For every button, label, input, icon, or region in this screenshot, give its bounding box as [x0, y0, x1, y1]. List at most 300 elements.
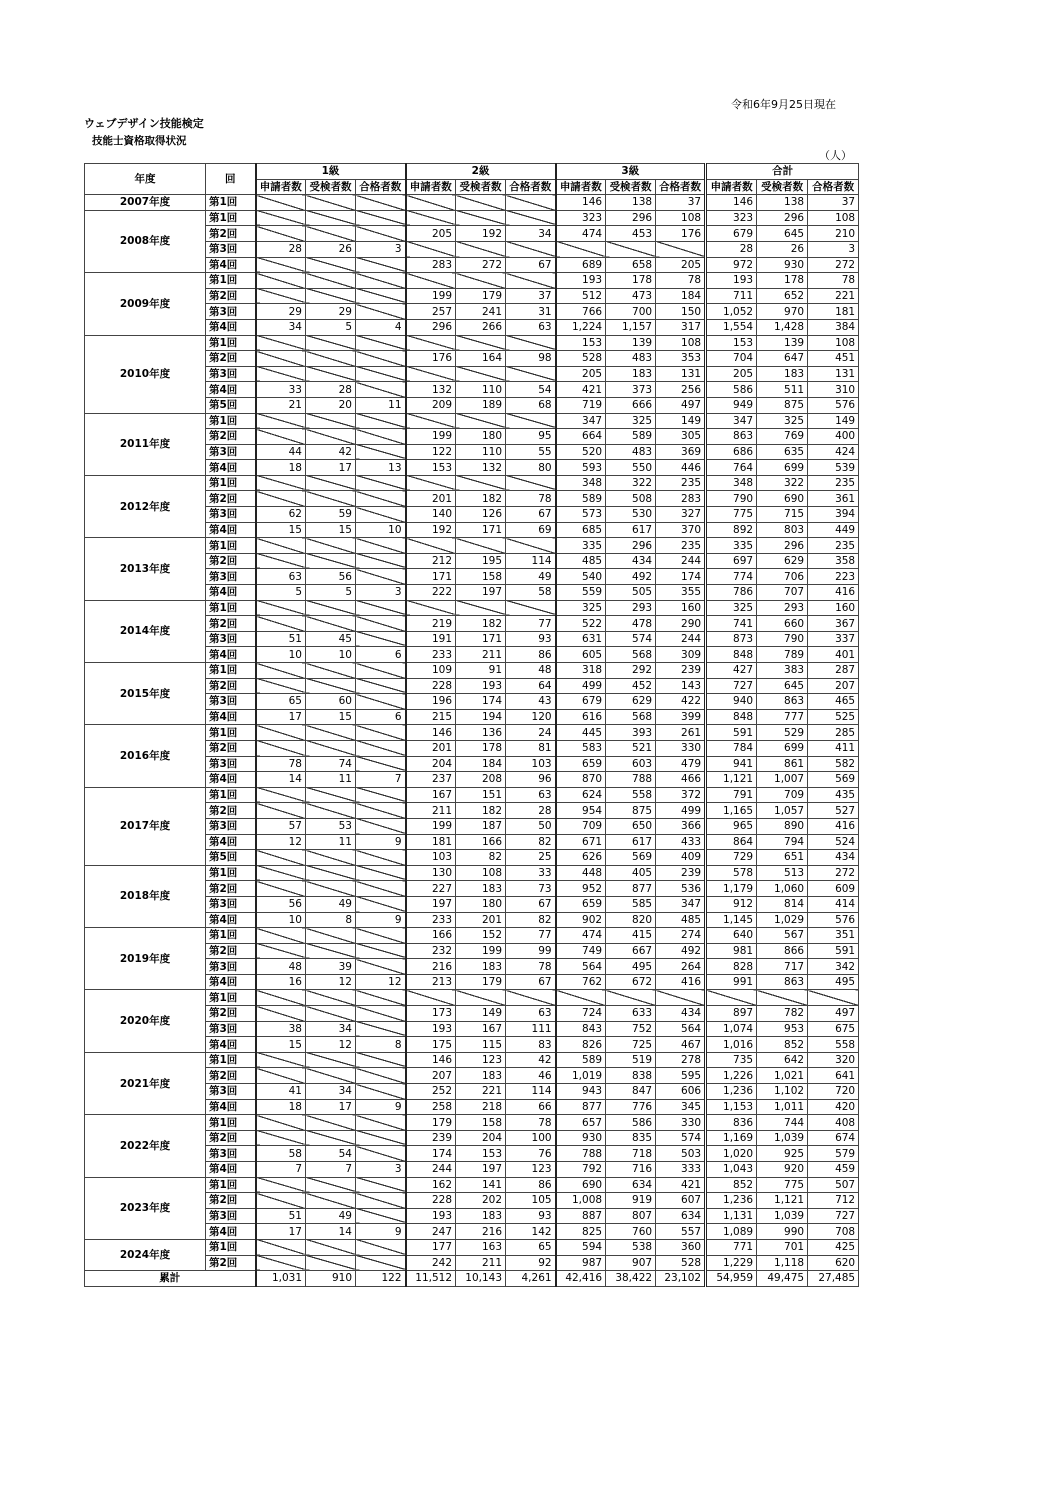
- value-cell: 195: [456, 553, 506, 569]
- value-cell: 585: [606, 896, 656, 912]
- value-cell: 218: [456, 1099, 506, 1115]
- value-cell: 940: [706, 694, 757, 710]
- value-cell: 49: [306, 1208, 356, 1224]
- value-cell: 520: [556, 444, 606, 460]
- year-cell: 2011年度: [85, 413, 206, 475]
- total-value-cell: 49,475: [757, 1271, 808, 1287]
- value-cell: 292: [606, 663, 656, 679]
- not-applicable-cell: [356, 740, 406, 756]
- year-cell: 2013年度: [85, 538, 206, 600]
- value-cell: 708: [808, 1224, 859, 1240]
- not-applicable-cell: [256, 429, 306, 445]
- value-cell: 635: [757, 444, 808, 460]
- not-applicable-cell: [356, 257, 406, 273]
- value-cell: 408: [808, 1115, 859, 1131]
- value-cell: 991: [706, 974, 757, 990]
- kai-cell: 第1回: [206, 600, 256, 616]
- year-cell: 2018年度: [85, 865, 206, 927]
- value-cell: 433: [656, 834, 706, 850]
- value-cell: 166: [406, 928, 456, 944]
- not-applicable-cell: [256, 1130, 306, 1146]
- value-cell: 1,179: [706, 881, 757, 897]
- value-cell: 12: [356, 974, 406, 990]
- value-cell: 48: [506, 663, 556, 679]
- value-cell: 163: [456, 1239, 506, 1255]
- value-cell: 50: [506, 818, 556, 834]
- value-cell: 704: [706, 351, 757, 367]
- value-cell: 78: [256, 756, 306, 772]
- value-cell: 1,229: [706, 1255, 757, 1271]
- value-cell: 467: [656, 1037, 706, 1053]
- table-row: [85, 928, 859, 944]
- not-applicable-cell: [306, 226, 356, 242]
- value-cell: 325: [606, 413, 656, 429]
- value-cell: 446: [656, 460, 706, 476]
- value-cell: 242: [406, 1255, 456, 1271]
- value-cell: 272: [808, 257, 859, 273]
- value-cell: 7: [306, 1162, 356, 1178]
- kai-cell: 第3回: [206, 304, 256, 320]
- value-cell: 689: [556, 257, 606, 273]
- value-cell: 559: [556, 585, 606, 601]
- value-cell: 1,236: [706, 1084, 757, 1100]
- value-cell: 192: [406, 522, 456, 538]
- value-cell: 146: [406, 725, 456, 741]
- value-cell: 394: [808, 507, 859, 523]
- value-cell: 972: [706, 257, 757, 273]
- value-cell: 642: [757, 1052, 808, 1068]
- not-applicable-cell: [356, 1255, 406, 1271]
- value-cell: 51: [256, 631, 306, 647]
- table-row: [85, 475, 859, 491]
- value-cell: 77: [506, 616, 556, 632]
- not-applicable-cell: [406, 538, 456, 554]
- value-cell: 576: [808, 912, 859, 928]
- value-cell: 55: [506, 444, 556, 460]
- not-applicable-cell: [256, 663, 306, 679]
- value-cell: 420: [808, 1099, 859, 1115]
- document-title: ウェブデザイン技能検定: [84, 117, 204, 130]
- header-year: 年度: [85, 164, 206, 195]
- value-cell: 56: [256, 896, 306, 912]
- value-cell: 634: [656, 1208, 706, 1224]
- value-cell: 930: [556, 1130, 606, 1146]
- not-applicable-cell: [356, 725, 406, 741]
- value-cell: 606: [656, 1084, 706, 1100]
- value-cell: 434: [606, 553, 656, 569]
- value-cell: 1,057: [757, 803, 808, 819]
- value-cell: 14: [306, 1224, 356, 1240]
- not-applicable-cell: [656, 241, 706, 257]
- value-cell: 11: [306, 772, 356, 788]
- value-cell: 34: [306, 1084, 356, 1100]
- value-cell: 981: [706, 943, 757, 959]
- value-cell: 1,011: [757, 1099, 808, 1115]
- value-cell: 199: [406, 429, 456, 445]
- value-cell: 205: [706, 366, 757, 382]
- value-cell: 848: [706, 647, 757, 663]
- not-applicable-cell: [606, 241, 656, 257]
- value-cell: 177: [406, 1239, 456, 1255]
- value-cell: 266: [456, 319, 506, 335]
- value-cell: 764: [706, 460, 757, 476]
- value-cell: 790: [757, 631, 808, 647]
- value-cell: 82: [456, 850, 506, 866]
- value-cell: 233: [406, 647, 456, 663]
- value-cell: 120: [506, 709, 556, 725]
- value-cell: 285: [808, 725, 859, 741]
- value-cell: 427: [706, 663, 757, 679]
- value-cell: 123: [506, 1162, 556, 1178]
- value-cell: 182: [456, 616, 506, 632]
- not-applicable-cell: [256, 1193, 306, 1209]
- value-cell: 228: [406, 678, 456, 694]
- value-cell: 211: [456, 647, 506, 663]
- kai-cell: 第3回: [206, 896, 256, 912]
- value-cell: 836: [706, 1115, 757, 1131]
- kai-cell: 第3回: [206, 1021, 256, 1037]
- value-cell: 272: [456, 257, 506, 273]
- value-cell: 207: [808, 678, 859, 694]
- value-cell: 34: [256, 319, 306, 335]
- not-applicable-cell: [256, 678, 306, 694]
- value-cell: 98: [506, 351, 556, 367]
- not-applicable-cell: [356, 850, 406, 866]
- value-cell: 525: [808, 709, 859, 725]
- value-cell: 333: [656, 1162, 706, 1178]
- value-cell: 252: [406, 1084, 456, 1100]
- not-applicable-cell: [456, 241, 506, 257]
- value-cell: 26: [306, 241, 356, 257]
- value-cell: 952: [556, 881, 606, 897]
- not-applicable-cell: [706, 990, 757, 1006]
- value-cell: 39: [306, 959, 356, 975]
- value-cell: 920: [757, 1162, 808, 1178]
- value-cell: 158: [456, 569, 506, 585]
- not-applicable-cell: [606, 990, 656, 1006]
- value-cell: 492: [606, 569, 656, 585]
- not-applicable-cell: [256, 725, 306, 741]
- value-cell: 10: [306, 647, 356, 663]
- value-cell: 15: [306, 709, 356, 725]
- not-applicable-cell: [306, 491, 356, 507]
- value-cell: 100: [506, 1130, 556, 1146]
- not-applicable-cell: [306, 195, 356, 211]
- value-cell: 183: [606, 366, 656, 382]
- value-cell: 1,145: [706, 912, 757, 928]
- not-applicable-cell: [356, 1084, 406, 1100]
- value-cell: 37: [656, 195, 706, 211]
- value-cell: 540: [556, 569, 606, 585]
- value-cell: 86: [506, 1177, 556, 1193]
- not-applicable-cell: [256, 881, 306, 897]
- value-cell: 1,007: [757, 772, 808, 788]
- value-cell: 193: [406, 1208, 456, 1224]
- value-cell: 589: [606, 429, 656, 445]
- value-cell: 508: [606, 491, 656, 507]
- value-cell: 110: [456, 382, 506, 398]
- value-cell: 595: [656, 1068, 706, 1084]
- kai-cell: 第3回: [206, 1084, 256, 1100]
- not-applicable-cell: [256, 1052, 306, 1068]
- not-applicable-cell: [306, 366, 356, 382]
- value-cell: 212: [406, 553, 456, 569]
- value-cell: 322: [606, 475, 656, 491]
- value-cell: 66: [506, 1099, 556, 1115]
- value-cell: 160: [656, 600, 706, 616]
- value-cell: 735: [706, 1052, 757, 1068]
- value-cell: 181: [808, 304, 859, 320]
- not-applicable-cell: [306, 257, 356, 273]
- not-applicable-cell: [356, 1208, 406, 1224]
- not-applicable-cell: [356, 694, 406, 710]
- value-cell: 93: [506, 631, 556, 647]
- value-cell: 317: [656, 319, 706, 335]
- not-applicable-cell: [506, 335, 556, 351]
- year-cell: 2009年度: [85, 273, 206, 335]
- value-cell: 175: [406, 1037, 456, 1053]
- value-cell: 179: [406, 1115, 456, 1131]
- value-cell: 631: [556, 631, 606, 647]
- value-cell: 405: [606, 865, 656, 881]
- value-cell: 863: [706, 429, 757, 445]
- value-cell: 9: [356, 912, 406, 928]
- value-cell: 115: [456, 1037, 506, 1053]
- value-cell: 741: [706, 616, 757, 632]
- table-row: [85, 210, 859, 226]
- not-applicable-cell: [306, 475, 356, 491]
- not-applicable-cell: [356, 304, 406, 320]
- subheader-cell: 受検者数: [606, 179, 656, 195]
- value-cell: 153: [556, 335, 606, 351]
- kai-cell: 第1回: [206, 787, 256, 803]
- value-cell: 164: [456, 351, 506, 367]
- value-cell: 6: [356, 647, 406, 663]
- value-cell: 183: [456, 959, 506, 975]
- value-cell: 706: [757, 569, 808, 585]
- table-row: [85, 538, 859, 554]
- value-cell: 617: [606, 522, 656, 538]
- not-applicable-cell: [456, 335, 506, 351]
- value-cell: 318: [556, 663, 606, 679]
- value-cell: 393: [606, 725, 656, 741]
- kai-cell: 第4回: [206, 585, 256, 601]
- value-cell: 21: [256, 397, 306, 413]
- value-cell: 182: [456, 491, 506, 507]
- value-cell: 59: [306, 507, 356, 523]
- value-cell: 369: [656, 444, 706, 460]
- not-applicable-cell: [356, 351, 406, 367]
- value-cell: 323: [706, 210, 757, 226]
- not-applicable-cell: [256, 850, 306, 866]
- value-cell: 890: [757, 818, 808, 834]
- value-cell: 239: [656, 663, 706, 679]
- kai-cell: 第3回: [206, 959, 256, 975]
- value-cell: 792: [556, 1162, 606, 1178]
- not-applicable-cell: [356, 663, 406, 679]
- value-cell: 645: [757, 226, 808, 242]
- value-cell: 323: [556, 210, 606, 226]
- value-cell: 1,224: [556, 319, 606, 335]
- value-cell: 717: [757, 959, 808, 975]
- value-cell: 78: [506, 959, 556, 975]
- value-cell: 672: [606, 974, 656, 990]
- value-cell: 149: [808, 413, 859, 429]
- value-cell: 607: [656, 1193, 706, 1209]
- value-cell: 305: [656, 429, 706, 445]
- value-cell: 33: [256, 382, 306, 398]
- not-applicable-cell: [256, 1239, 306, 1255]
- value-cell: 126: [456, 507, 506, 523]
- value-cell: 63: [256, 569, 306, 585]
- value-cell: 233: [406, 912, 456, 928]
- value-cell: 201: [456, 912, 506, 928]
- not-applicable-cell: [306, 1177, 356, 1193]
- not-applicable-cell: [356, 366, 406, 382]
- value-cell: 264: [656, 959, 706, 975]
- value-cell: 411: [808, 740, 859, 756]
- not-applicable-cell: [356, 226, 406, 242]
- value-cell: 528: [556, 351, 606, 367]
- value-cell: 425: [808, 1239, 859, 1255]
- value-cell: 835: [606, 1130, 656, 1146]
- table-row: [85, 195, 859, 211]
- kai-cell: 第4回: [206, 834, 256, 850]
- value-cell: 466: [656, 772, 706, 788]
- value-cell: 421: [656, 1177, 706, 1193]
- value-cell: 347: [556, 413, 606, 429]
- value-cell: 987: [556, 1255, 606, 1271]
- value-cell: 283: [656, 491, 706, 507]
- table-row: [85, 600, 859, 616]
- table-row: [85, 990, 859, 1006]
- value-cell: 9: [356, 834, 406, 850]
- value-cell: 503: [656, 1146, 706, 1162]
- value-cell: 582: [808, 756, 859, 772]
- total-value-cell: 27,485: [808, 1271, 859, 1287]
- subheader-cell: 申請者数: [256, 179, 306, 195]
- value-cell: 38: [256, 1021, 306, 1037]
- not-applicable-cell: [256, 600, 306, 616]
- value-cell: 208: [456, 772, 506, 788]
- kai-cell: 第2回: [206, 943, 256, 959]
- value-cell: 205: [556, 366, 606, 382]
- year-cell: 2020年度: [85, 990, 206, 1052]
- value-cell: 445: [556, 725, 606, 741]
- value-cell: 400: [808, 429, 859, 445]
- unit-label: （人）: [819, 149, 852, 162]
- value-cell: 685: [556, 522, 606, 538]
- not-applicable-cell: [256, 803, 306, 819]
- value-cell: 1,428: [757, 319, 808, 335]
- value-cell: 1,052: [706, 304, 757, 320]
- value-cell: 1,029: [757, 912, 808, 928]
- value-cell: 103: [406, 850, 456, 866]
- value-cell: 373: [606, 382, 656, 398]
- value-cell: 12: [306, 974, 356, 990]
- value-cell: 711: [706, 288, 757, 304]
- value-cell: 184: [456, 756, 506, 772]
- kai-cell: 第4回: [206, 1099, 256, 1115]
- not-applicable-cell: [306, 881, 356, 897]
- value-cell: 153: [406, 460, 456, 476]
- not-applicable-cell: [506, 210, 556, 226]
- not-applicable-cell: [356, 959, 406, 975]
- value-cell: 1,236: [706, 1193, 757, 1209]
- not-applicable-cell: [306, 335, 356, 351]
- value-cell: 919: [606, 1193, 656, 1209]
- not-applicable-cell: [506, 241, 556, 257]
- not-applicable-cell: [306, 740, 356, 756]
- kai-cell: 第4回: [206, 1162, 256, 1178]
- value-cell: 335: [556, 538, 606, 554]
- value-cell: 232: [406, 943, 456, 959]
- not-applicable-cell: [306, 1130, 356, 1146]
- kai-cell: 第2回: [206, 1193, 256, 1209]
- value-cell: 345: [656, 1099, 706, 1115]
- not-applicable-cell: [406, 210, 456, 226]
- value-cell: 64: [506, 678, 556, 694]
- value-cell: 1,060: [757, 881, 808, 897]
- kai-cell: 第4回: [206, 460, 256, 476]
- value-cell: 132: [456, 460, 506, 476]
- value-cell: 183: [757, 366, 808, 382]
- value-cell: 16: [256, 974, 306, 990]
- value-cell: 970: [757, 304, 808, 320]
- value-cell: 223: [808, 569, 859, 585]
- value-cell: 569: [808, 772, 859, 788]
- total-value-cell: 23,102: [656, 1271, 706, 1287]
- value-cell: 848: [706, 709, 757, 725]
- not-applicable-cell: [256, 1006, 306, 1022]
- value-cell: 594: [556, 1239, 606, 1255]
- kai-cell: 第2回: [206, 678, 256, 694]
- value-cell: 99: [506, 943, 556, 959]
- not-applicable-cell: [306, 943, 356, 959]
- value-cell: 204: [456, 1130, 506, 1146]
- value-cell: 179: [456, 288, 506, 304]
- value-cell: 990: [757, 1224, 808, 1240]
- value-cell: 53: [306, 818, 356, 834]
- value-cell: 330: [656, 740, 706, 756]
- value-cell: 492: [656, 943, 706, 959]
- value-cell: 78: [506, 491, 556, 507]
- kai-cell: 第4回: [206, 319, 256, 335]
- year-cell: 2015年度: [85, 663, 206, 725]
- value-cell: 211: [406, 803, 456, 819]
- value-cell: 235: [656, 538, 706, 554]
- value-cell: 593: [556, 460, 606, 476]
- value-cell: 10: [256, 647, 306, 663]
- kai-cell: 第1回: [206, 1115, 256, 1131]
- value-cell: 769: [757, 429, 808, 445]
- table-row: [85, 1052, 859, 1068]
- table-row: [85, 1239, 859, 1255]
- not-applicable-cell: [306, 928, 356, 944]
- subheader-cell: 受検者数: [757, 179, 808, 195]
- not-applicable-cell: [256, 226, 306, 242]
- subheader-cell: 受検者数: [456, 179, 506, 195]
- not-applicable-cell: [256, 787, 306, 803]
- kai-cell: 第4回: [206, 1037, 256, 1053]
- value-cell: 522: [556, 616, 606, 632]
- value-cell: 123: [456, 1052, 506, 1068]
- kai-cell: 第1回: [206, 725, 256, 741]
- value-cell: 485: [556, 553, 606, 569]
- kai-cell: 第1回: [206, 990, 256, 1006]
- value-cell: 483: [606, 444, 656, 460]
- not-applicable-cell: [356, 429, 406, 445]
